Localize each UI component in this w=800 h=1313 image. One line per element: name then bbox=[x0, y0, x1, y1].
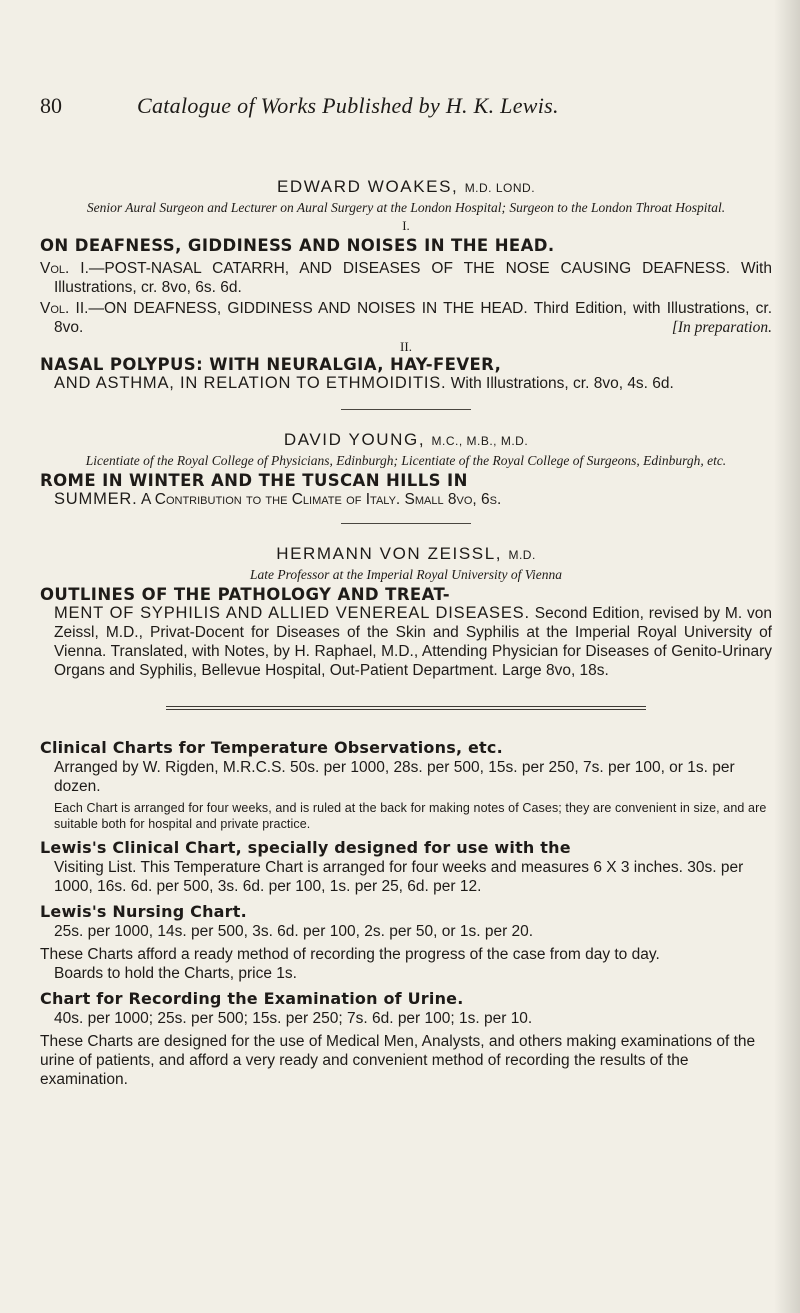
book-details: MENT OF SYPHILIS AND ALLIED VENEREAL DISEASES. Second Edition, revised by M. von Zeissl, M.D., Privat-Docent for Diseases of the Skin and Syphilis at the Imperial Royal University of Vienna. Translated, with Notes, by H. Raphael, M.D., Attending Physician for Diseases of Genito-Urinary Organs and Syphilis, Bellevue Hospital, Out-Patient Department. Large 8vo, 18s. bbox=[54, 604, 772, 679]
product-pricing: Arranged by W. Rigden, M.R.C.S. 50s. per 1000, 28s. per 500, 15s. per 250, 7s. per 100, or 1s. per dozen. bbox=[54, 759, 735, 795]
volume-entry: Vol. I.—POST-NASAL CATARRH, AND DISEASES OF THE NOSE CAUSING DEAFNESS. With Illustrations, cr. 8vo, 6s. 6d. bbox=[40, 260, 772, 296]
entry-young bbox=[40, 430, 772, 509]
double-divider bbox=[166, 706, 646, 710]
product-title: Lewis's Clinical Chart, specially designed for use with the bbox=[40, 838, 571, 857]
entry-zeissl bbox=[40, 544, 772, 680]
product-pricing: 40s. per 1000; 25s. per 500; 15s. per 250; 7s. 6d. per 100; 1s. per 10. bbox=[54, 1010, 533, 1027]
section-divider bbox=[341, 523, 471, 524]
section-numeral: I. bbox=[402, 218, 410, 233]
preparation-note: [In preparation. bbox=[671, 319, 772, 336]
page-header bbox=[40, 93, 740, 127]
book-title: ROME IN WINTER AND THE TUSCAN HILLS IN bbox=[40, 471, 468, 490]
author-name: HERMANN VON ZEISSL, M.D. bbox=[276, 544, 536, 563]
product-note: These Charts afford a ready method of recording the progress of the case from day to day. bbox=[40, 946, 660, 963]
volume-entry: Vol. II.—ON DEAFNESS, GIDDINESS AND NOISES IN THE HEAD. Third Edition, with Illustrations, cr. 8vo. [In preparation. bbox=[40, 300, 773, 336]
running-title: Catalogue of Works Published by H. K. Lewis. bbox=[137, 93, 559, 118]
page-number: 80 bbox=[40, 93, 62, 118]
product-note: These Charts are designed for the use of Medical Men, Analysts, and others making examinations of the urine of patients, and afford a very ready and convenient method of recording the results of the examination. bbox=[40, 1033, 756, 1088]
author-description: Licentiate of the Royal College of Physicians, Edinburgh; Licentiate of the Royal College of Surgeons, Edinburgh, etc. bbox=[85, 453, 727, 468]
author-description: Late Professor at the Imperial Royal University of Vienna bbox=[250, 567, 562, 582]
book-details: SUMMER. A Contribution to the Climate of Italy. Small 8vo, 6s. bbox=[54, 490, 502, 508]
book-title: NASAL POLYPUS: WITH NEURALGIA, HAY-FEVER, bbox=[40, 355, 502, 374]
product-pricing: 25s. per 1000, 14s. per 500, 3s. 6d. per 100, 2s. per 50, or 1s. per 20. bbox=[54, 923, 534, 940]
author-description: Senior Aural Surgeon and Lecturer on Aural Surgery at the London Hospital; Surgeon to the London Throat Hospital. bbox=[86, 200, 726, 215]
product-pricing: Visiting List. This Temperature Chart is arranged for four weeks and measures 6 X 3 inches. 30s. per 1000, 16s. 6d. per 500, 3s. 6d. per 100, 1s. per 25, 6d. per 12. bbox=[54, 859, 744, 895]
author-name: EDWARD WOAKES, M.D. LOND. bbox=[276, 177, 536, 196]
product-title: Lewis's Nursing Chart. bbox=[40, 902, 247, 921]
page-edge-shadow bbox=[774, 0, 800, 1313]
author-name: DAVID YOUNG, M.C., M.B., M.D. bbox=[283, 430, 529, 449]
book-title: OUTLINES OF THE PATHOLOGY AND TREAT- bbox=[40, 585, 450, 604]
product-note: Boards to hold the Charts, price 1s. bbox=[54, 965, 297, 982]
product-title: Clinical Charts for Temperature Observations, etc. bbox=[40, 738, 503, 757]
entry-woakes bbox=[40, 177, 772, 393]
book-details: AND ASTHMA, IN RELATION TO ETHMOIDITIS. With Illustrations, cr. 8vo, 4s. 6d. bbox=[54, 374, 674, 392]
book-title: ON DEAFNESS, GIDDINESS AND NOISES IN THE HEAD. bbox=[40, 236, 555, 255]
catalogue-content bbox=[40, 177, 772, 1089]
section-numeral: II. bbox=[400, 339, 412, 354]
section-divider bbox=[341, 409, 471, 410]
product-title: Chart for Recording the Examination of Urine. bbox=[40, 989, 464, 1008]
product-note: Each Chart is arranged for four weeks, and is ruled at the back for making notes of Cases; they are convenient in size, and are suitable both for hospital and private practice. bbox=[54, 801, 767, 831]
charts-section bbox=[40, 738, 772, 1089]
